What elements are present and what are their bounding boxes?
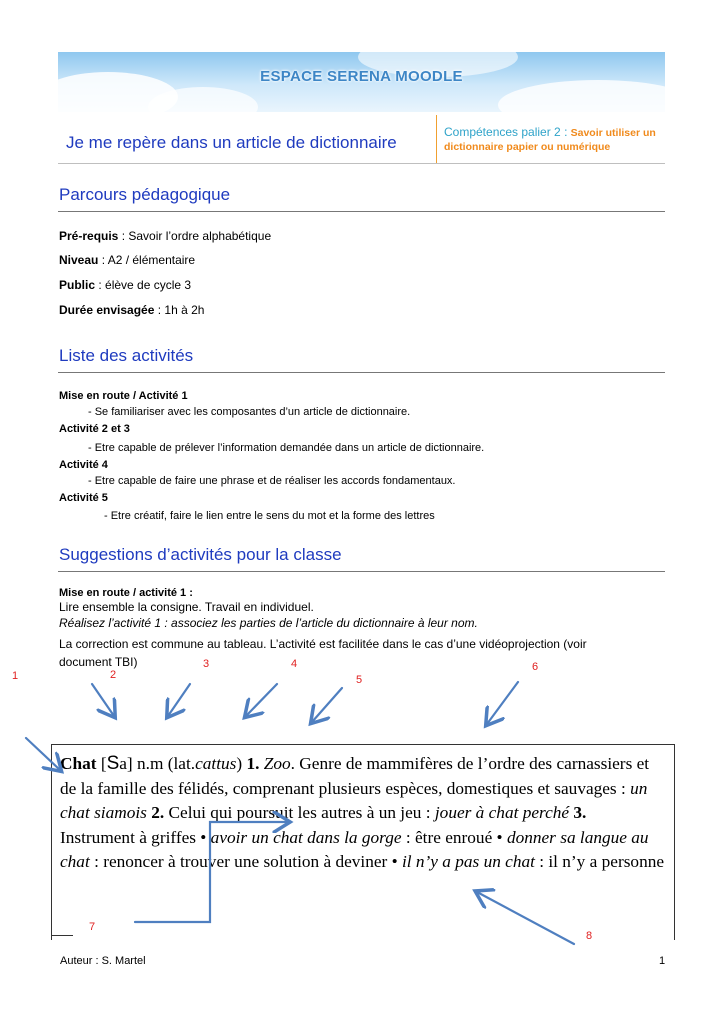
sense-example: un chat siamois xyxy=(60,778,648,822)
phonetic-symbol: S xyxy=(106,753,120,774)
arrow-7 xyxy=(135,822,288,922)
phonetic-rest: a] xyxy=(119,754,133,773)
label-number: 6 xyxy=(532,661,539,673)
headword: Chat xyxy=(60,754,97,773)
section-title-suggestions: Suggestions d’activités pour la classe xyxy=(59,545,342,564)
activity-item: - Se familiariser avec les composantes d’un article de dictionnaire. xyxy=(88,406,411,418)
meta-value: : Savoir l’ordre alphabétique xyxy=(118,229,272,243)
activity-item: - Etre créatif, faire le lien entre le sens du mot et la forme des lettres xyxy=(104,510,435,522)
arrow-5 xyxy=(312,688,342,722)
activity-label: Mise en route / Activité 1 xyxy=(59,390,188,402)
sense-example: jouer à chat perché xyxy=(434,803,570,822)
meta-label: Niveau xyxy=(59,253,99,267)
expression: il n’y a pas un chat xyxy=(401,852,535,871)
meta-value: : élève de cycle 3 xyxy=(95,278,192,292)
sense-text: Instrument à griffes • xyxy=(60,827,211,847)
competences-bold-2: dictionnaire papier ou numérique xyxy=(444,141,611,153)
grammar: n.m (lat. xyxy=(132,754,196,773)
label-number: 1 xyxy=(12,670,19,682)
arrow-8 xyxy=(477,892,574,944)
label-number: 3 xyxy=(203,658,210,670)
expression-definition: : renoncer à trouver une solution à deviner • xyxy=(89,852,402,871)
suggestion-line-italic: Réalisez l’activité 1 : associez les parties de l’article du dictionnaire à leur nom. xyxy=(59,616,478,630)
label-number: 4 xyxy=(291,658,298,670)
etymology: cattus xyxy=(195,754,237,773)
arrow-4 xyxy=(246,684,277,716)
competences-lead: Compétences palier 2 : xyxy=(444,125,568,139)
section-title-parcours: Parcours pédagogique xyxy=(59,185,231,204)
activity-label: Activité 2 et 3 xyxy=(59,423,130,435)
meta-label: Public xyxy=(59,278,96,292)
expression: donner sa langue au chat xyxy=(60,827,649,871)
label-number: 2 xyxy=(110,669,117,681)
activity-label: Activité 5 xyxy=(59,492,108,504)
activity-item: - Etre capable de prélever l’information demandée dans un article de dictionnaire. xyxy=(88,442,485,454)
suggestion-line: La correction est commune au tableau. L’activité est facilitée dans le cas d’une vidéoprojection (voir xyxy=(59,637,587,651)
meta-value: : 1h à 2h xyxy=(154,303,205,317)
competences-bold-1: Savoir utiliser un xyxy=(570,127,656,139)
meta-label: Durée envisagée xyxy=(59,303,155,317)
activity-label: Activité 4 xyxy=(59,459,108,471)
suggestion-line: Lire ensemble la consigne. Travail en individuel. xyxy=(59,600,314,614)
etymology-close: ) xyxy=(236,754,247,773)
label-number: 8 xyxy=(586,930,593,942)
page-title: Je me repère dans un article de dictionnaire xyxy=(66,133,397,152)
activity-item: - Etre capable de faire une phrase et de réaliser les accords fondamentaux. xyxy=(88,475,456,487)
meta-value: : A2 / élémentaire xyxy=(98,253,196,267)
sense-number: 2. xyxy=(146,803,165,822)
meta-label: Pré-requis xyxy=(59,229,119,243)
section-title-activites: Liste des activités xyxy=(59,346,194,365)
page-number: 1 xyxy=(659,955,666,967)
suggestion-subtitle: Mise en route / activité 1 : xyxy=(59,587,193,599)
arrow-3 xyxy=(168,684,190,716)
sense-text: . Genre de mammifères de l’ordre des carnassiers et de la famille des félidés, comprenant plusieurs espèces, domestiques et sauvages : xyxy=(60,754,650,798)
arrow-6 xyxy=(487,682,518,724)
footer-author: Auteur : S. Martel xyxy=(60,955,146,967)
sense-number: 1. xyxy=(246,754,260,773)
sense-domain: Zoo xyxy=(259,754,291,773)
phonetic-open: [ xyxy=(96,754,107,773)
suggestion-line: document TBI) xyxy=(59,655,138,669)
expression-definition: : être enroué • xyxy=(401,827,507,847)
sense-text: Celui qui poursuit les autres à un jeu : xyxy=(164,803,435,822)
expression: avoir un chat dans la gorge xyxy=(210,827,402,847)
arrow-2 xyxy=(92,684,114,716)
sense-number: 3. xyxy=(569,803,587,822)
expression-definition: : il n’y a personne xyxy=(534,852,665,871)
label-number: 5 xyxy=(356,674,363,686)
banner-title: ESPACE SERENA MOODLE xyxy=(260,68,463,85)
label-number: 7 xyxy=(89,921,96,933)
arrow-1 xyxy=(26,738,60,770)
